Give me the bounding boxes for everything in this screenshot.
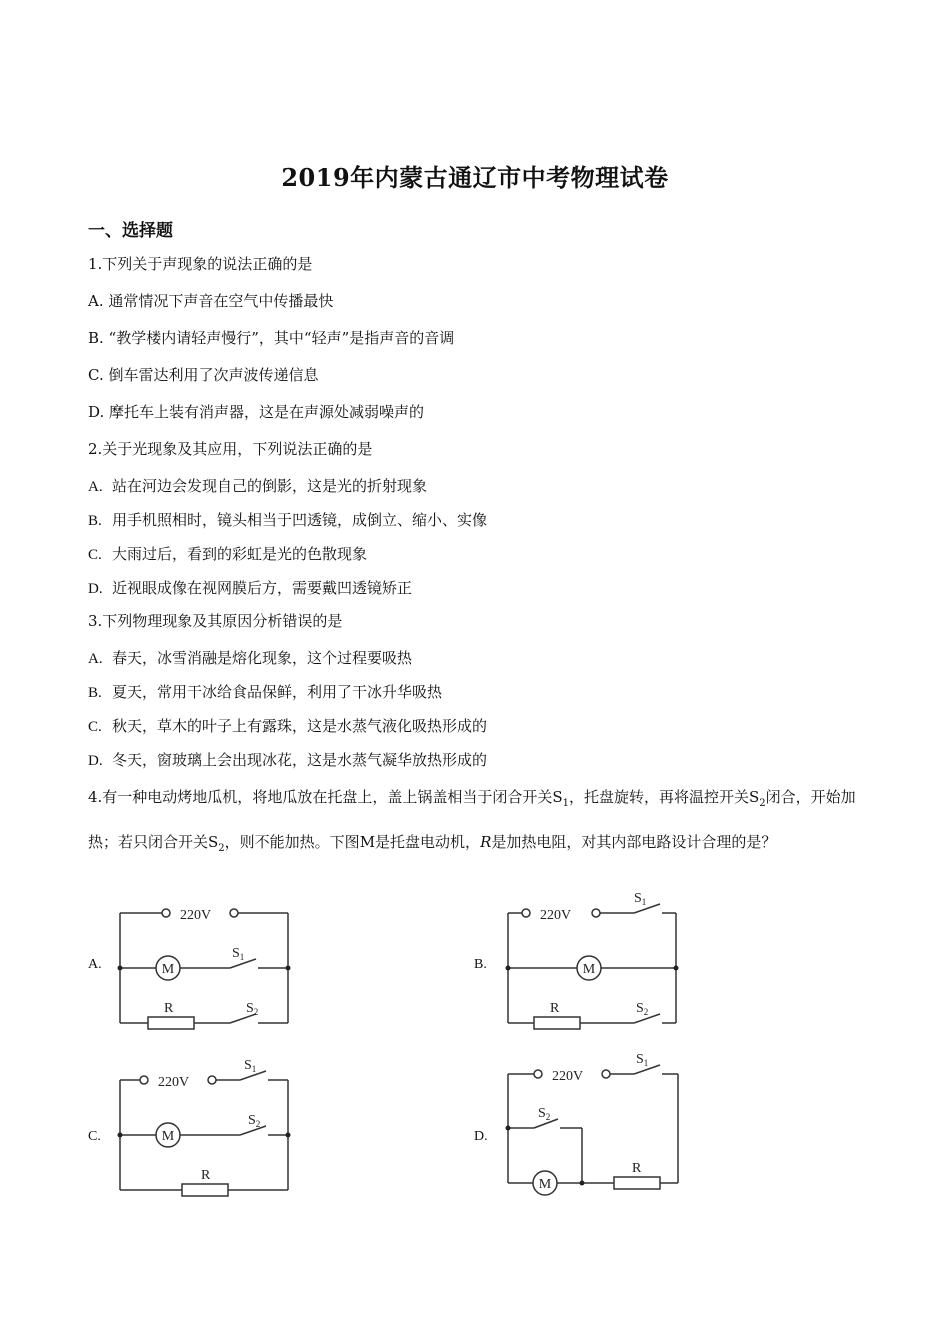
switch-subscript: 2 (255, 1119, 261, 1129)
q4-text-1: 4.有一种电动烤地瓜机，将地瓜放在托盘上，盖上锅盖相当于闭合开关 (88, 788, 553, 806)
resistor-label: R (632, 1161, 642, 1176)
q2-stem: 2.关于光现象及其应用，下列说法正确的是 (88, 440, 373, 458)
switch-letter: S (232, 946, 240, 961)
q3-option-d (88, 749, 487, 770)
circuit-diagram-c (110, 1057, 300, 1202)
option-label: D. (88, 753, 103, 769)
subscript-1: 1 (562, 798, 569, 809)
subscript-2: 2 (759, 798, 766, 809)
q4-text-6: 是加热电阻，对其内部电路设计合理的是？ (491, 833, 777, 851)
symbol-r: R (480, 833, 492, 851)
switch-s2-label (246, 1001, 258, 1017)
q2-option-c (88, 543, 367, 564)
option-text: 夏天，常用干冰给食品保鲜，利用了干冰升华吸热 (112, 683, 443, 701)
switch-subscript: 1 (251, 1064, 257, 1074)
q3-option-c (88, 715, 487, 736)
page-title: 2019年内蒙古通辽市中考物理试卷 (281, 163, 669, 192)
switch-letter: S (634, 891, 642, 906)
motor-label: M (161, 1129, 175, 1144)
circuit-a-label: A. (88, 957, 102, 972)
resistor-label: R (164, 1001, 174, 1016)
q3-stem: 3.下列物理现象及其原因分析错误的是 (88, 612, 343, 630)
option-label: C. (88, 719, 102, 735)
symbol-s: S (552, 788, 563, 806)
symbol-s: S (749, 788, 760, 806)
q1-option-d: D. 摩托车上装有消声器，这是在声源处减弱噪声的 (88, 403, 425, 421)
motor-label: M (538, 1177, 552, 1192)
q4-text-3: 闭合，开始加热；若只闭合开关 (88, 788, 856, 851)
option-label: D. (88, 581, 103, 597)
option-text: 用手机照相时，镜头相当于凹透镜，成倒立、缩小、实像 (112, 511, 488, 529)
symbol-m: M (359, 833, 376, 851)
option-text: 站在河边会发现自己的倒影，这是光的折射现象 (112, 477, 428, 495)
switch-s1-label (634, 891, 646, 907)
option-text: 冬天，窗玻璃上会出现冰花，这是水蒸气凝华放热形成的 (112, 751, 488, 769)
voltage-label: 220V (158, 1075, 190, 1090)
option-label: C. (88, 547, 102, 563)
voltage-label: 220V (552, 1069, 584, 1084)
q4-stem (88, 778, 868, 868)
circuit-d-label: D. (474, 1129, 488, 1144)
circuit-diagram-a (110, 895, 300, 1035)
circuit-b-label: B. (474, 957, 487, 972)
switch-s2-label (538, 1106, 550, 1122)
q3-option-a (88, 647, 412, 668)
option-label: A. (88, 479, 103, 495)
circuit-c-label: C. (88, 1129, 101, 1144)
symbol-s: S (208, 833, 219, 851)
q1-option-b: B. “教学楼内请轻声慢行”，其中“轻声”是指声音的音调 (88, 329, 455, 347)
q4-text-2: ，托盘旋转，再将温控开关 (568, 788, 749, 806)
resistor-label: R (550, 1001, 560, 1016)
circuit-diagram-d (498, 1050, 688, 1200)
section-heading: 一、选择题 (88, 221, 173, 241)
switch-subscript: 2 (253, 1007, 259, 1017)
switch-letter: S (538, 1106, 546, 1121)
q4-text-5: 是托盘电动机， (375, 833, 481, 851)
switch-subscript: 1 (643, 1058, 649, 1068)
circuit-diagram-b (498, 890, 688, 1035)
switch-s1-label (244, 1058, 256, 1074)
q1-option-a: A. 通常情况下声音在空气中传播最快 (88, 292, 334, 310)
resistor-label: R (201, 1168, 211, 1183)
switch-letter: S (246, 1001, 254, 1016)
option-text: 近视眼成像在视网膜后方，需要戴凹透镜矫正 (112, 579, 413, 597)
switch-letter: S (248, 1113, 256, 1128)
switch-subscript: 2 (643, 1007, 649, 1017)
q1-stem: 1.下列关于声现象的说法正确的是 (88, 255, 313, 273)
switch-letter: S (244, 1058, 252, 1073)
switch-subscript: 1 (239, 952, 245, 962)
switch-s2-label (636, 1001, 648, 1017)
option-text: 春天，冰雪消融是熔化现象，这个过程要吸热 (112, 649, 413, 667)
subscript-2: 2 (218, 843, 225, 854)
switch-subscript: 1 (641, 897, 647, 907)
switch-letter: S (636, 1001, 644, 1016)
option-text: 大雨过后，看到的彩虹是光的色散现象 (112, 545, 368, 563)
option-text: 秋天，草木的叶子上有露珠，这是水蒸气液化吸热形成的 (112, 717, 488, 735)
q3-option-b (88, 681, 442, 702)
q1-option-c: C. 倒车雷达利用了次声波传递信息 (88, 366, 319, 384)
q2-option-b (88, 509, 487, 530)
switch-s1-label (232, 946, 244, 962)
q4-text-4: ，则不能加热。下图 (224, 833, 360, 851)
motor-label: M (582, 962, 596, 977)
switch-s2-label (248, 1113, 260, 1129)
option-label: B. (88, 685, 102, 701)
option-label: B. (88, 513, 102, 529)
switch-letter: S (636, 1052, 644, 1067)
voltage-label: 220V (180, 908, 212, 923)
switch-s1-label (636, 1052, 648, 1068)
voltage-label: 220V (540, 908, 572, 923)
motor-label: M (161, 962, 175, 977)
switch-subscript: 2 (545, 1112, 551, 1122)
q2-option-d (88, 577, 412, 598)
option-label: A. (88, 651, 103, 667)
q2-option-a (88, 475, 427, 496)
